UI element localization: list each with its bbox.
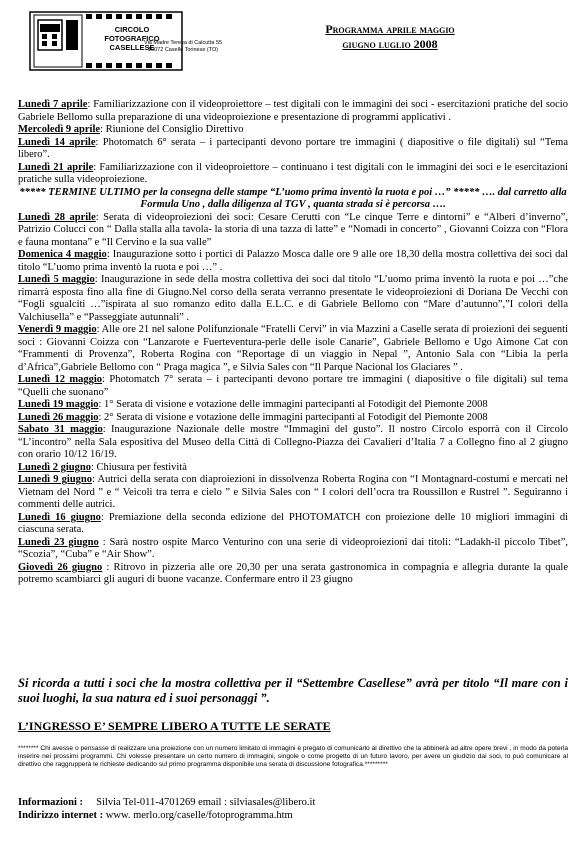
- event-description: : 1° Serata di visione e votazione delle immagini partecipanti al Fotodigit del Piemonte 2008: [98, 399, 488, 410]
- event-date: Lunedì 2 giugno: [18, 461, 91, 473]
- contact-text: Silvia Tel-011-4701269 email : silviasales@libero.it: [96, 797, 316, 808]
- title-line: Programma aprile maggio: [325, 22, 455, 36]
- event-description: ***** TERMINE ULTIMO per la consegna delle stampe “L’uomo prima inventò la ruota e poi …” ***** …. dal carretto alla Formula Uno , dalla diligenza al TGV , quanta strada si è percorsa ….: [19, 186, 567, 210]
- title-line: giugno luglio 2008: [342, 37, 438, 51]
- event-date: Venerdì 9 maggio: [18, 324, 97, 335]
- event-item: [18, 137, 568, 162]
- event-description: : Inaugurazione sotto i portici di Palazzo Mosca dalle ore 9 alle ore 18,30 della mostra collettiva dei soci dal titolo “L’uomo prima inventò la ruota e poi …” .: [18, 249, 568, 273]
- event-item: [18, 512, 568, 537]
- event-description: : 2° Serata di visione e votazione delle immagini partecipanti al Fotodigit del Piemonte 2008: [98, 411, 488, 423]
- event-date: Mercoledì 9 aprile: [18, 124, 101, 135]
- event-description: : Familiarizzazione con il videoproiettore – continuano i test digitali con le immagini dei soci e le esercitazioni pratiche sulla videoproiezione.: [18, 161, 568, 185]
- event-date: Lunedì 16 giugno: [18, 511, 101, 523]
- event-description: : Familiarizzazione con il videoproiettore – test digitali con le immagini dei soci - esercitazioni pratiche del socio Gabriele Bellomo sulla preparazione di una videoproiezione e presentazione di programmi applicativi .: [18, 99, 568, 123]
- club-logo: [28, 10, 238, 80]
- event-description: : Inaugurazione Nazionale delle mostre “Immagini del gusto”. Il nostro Circolo esporrà con il Circolo “L’incontro” nella Sala espositiva del Museo della Città di Collegno-Piazza dei Cavalieri d’Italia 7 a Collegno fino al 2 giugno con orario 10/12 16/19.: [18, 424, 568, 460]
- event-description: : Autrici della serata con diaproiezioni in dissolvenza Roberta Rogina con “I Montagnard-costumi e mercati nel Vietnam del Nord ” e “ Veicoli tra terra e cielo ” e Silvia Sales con “ I colori dell’ocra tra Roussillon e Rustrel ”. Seguiranno i commenti delle autrici.: [18, 474, 568, 510]
- event-description: : Chiusura per festività: [90, 461, 187, 473]
- event-description: : Photomatch 6° serata – i partecipanti devono portare tre immagini ( diapositive o file digitali) sul “Tema libero”.: [18, 136, 568, 160]
- event-item: [18, 274, 568, 324]
- event-item: [18, 399, 568, 412]
- event-date: Giovedì 26 giugno: [18, 561, 103, 573]
- event-description: : Photomatch 7° serata – i partecipanti devono portare tre immagini ( diapositive o file digitali) sul tema “Quelli che suonano”: [18, 374, 569, 398]
- event-item: [18, 424, 568, 462]
- event-description: : Serata di videoproiezioni dei soci: Cesare Cerutti con “Le cinque Terre e dintorni” e “Alberi d’inverno”, Patrizio Colucci con “ Dalla stalla alla tavola- la storia di una tazza di latte” e “Nomadi in concerto” , Giovanni Coizza con “Flora e fauna montana” e “Il Cervino e la sua valle”: [18, 211, 568, 248]
- page-title: [300, 22, 480, 52]
- event-item: [18, 212, 568, 250]
- event-description: : Sarà nostro ospite Marco Venturino con una serie di videoproiezioni dai titoli: “Ladakh-il piccolo Tibet”, “Scozia”, “Cuba” e “Air Show”.: [18, 536, 568, 560]
- website-label: Indirizzo internet :: [18, 810, 104, 821]
- club-address-line: Via Madre Teresa di Calcutta 55: [144, 40, 223, 46]
- event-item: [18, 162, 568, 187]
- event-description: : Premiazione della seconda edizione del PHOTOMATCH con proiezione delle 10 migliori immagini di ciascuna serata.: [18, 511, 568, 535]
- event-date: Lunedì 5 maggio: [18, 274, 95, 285]
- event-description: : Alle ore 21 nel salone Polifunzionale “Fratelli Cervi” in via Mazzini a Caselle serata di proiezioni dei seguenti soci : Giovanni Coizza con “Lanzarote e Fuerteventura-perle delle isole Canarie”, Gabriele Bellomo e Ugo Aimone Cat con “Frammenti di Provenza”, Roberta Rogina con “Reportage di un viaggio in Nepal ”, Antonio Sala con “Libia la perla d’Africa”,Gabriele Bellomo con “ Praga magica ”, e Silvia Sales con “Il Parque Nacional los Glaciares ” .: [18, 324, 568, 373]
- event-date: Lunedì 19 maggio: [18, 399, 99, 410]
- event-date: Lunedì 21 aprile: [18, 161, 94, 173]
- event-item: [18, 462, 568, 475]
- event-date: Lunedì 23 giugno: [18, 536, 99, 548]
- event-item: [18, 474, 568, 512]
- event-date: Lunedì 28 aprile: [18, 211, 96, 223]
- event-date: Lunedì 9 giugno: [18, 474, 93, 485]
- event-date: Lunedì 7 aprile: [18, 99, 88, 110]
- event-item: [18, 124, 568, 137]
- event-item: [18, 412, 568, 425]
- exhibition-notice: Si ricorda a tutti i soci che la mostra collettiva per il “Settembre Casellese” avrà per titolo “Il mare con i suoi luoghi, la sua natura ed i suoi personaggi ”.: [18, 676, 568, 705]
- event-item: [18, 187, 568, 212]
- event-date: Lunedì 14 aprile: [18, 136, 96, 148]
- event-description: : Inaugurazione in sede della mostra collettiva dei soci dal titolo “L’uomo prima inventò la ruota e poi …”che rimarrà esposta fino alla fine di Giugno.Nel corso della serata verranno presentate le videoproiezioni di Doriana De Vecchi con “Fogli sgualciti …”ispirata al suo romanzo edito dalla E.L.C. e di Gabriele Bellomo con “Mare d’autunno”,”I colori della Valchiusella” e “Passeggiate autunnali” .: [18, 274, 569, 323]
- small-print-note: ******** Chi avesse o pensasse di realizzare una proiezione con un numero limitato di immagini è pregato di comunicarlo al direttivo che la abbinerà ad altre opere brevi , in modo da poterla inserire nei prossimi programmi. Chi volesse presentare un certo numero di immagini, singole o come progetto di un futuro lavoro, per avere un giudizio dai soci, lo può comunicare al direttivo che raggrupperà le richieste dedicando sul primo programma disponibile una serata di discussione fotografica.*********: [18, 745, 568, 768]
- event-date: Sabato 31 maggio: [18, 424, 103, 435]
- event-date: Domenica 4 maggio: [18, 249, 107, 260]
- contact-info: [18, 796, 568, 822]
- event-item: [18, 249, 568, 274]
- club-address-line: 10072 Caselle Torinese (TO): [148, 47, 219, 53]
- website-link[interactable]: www. merlo.org/caselle/fotoprogramma.htm: [105, 810, 293, 821]
- club-name-line: FOTOGRAFICO: [104, 34, 160, 43]
- free-entry-banner: L’INGRESSO E’ SEMPRE LIBERO A TUTTE LE SERATE: [18, 719, 331, 733]
- event-item: [18, 374, 568, 399]
- event-item: [18, 324, 568, 374]
- event-item: [18, 99, 568, 124]
- event-description: : Riunione del Consiglio Direttivo: [100, 124, 244, 135]
- event-list: [18, 99, 568, 587]
- club-name-line: CIRCOLO: [114, 25, 150, 34]
- info-label: Informazioni :: [18, 797, 84, 808]
- event-item: [18, 537, 568, 562]
- event-item: [18, 562, 568, 587]
- event-date: Lunedì 12 maggio: [18, 374, 103, 385]
- club-name-line: CASELLESE: [109, 43, 155, 52]
- event-date: Lunedì 26 maggio: [18, 411, 99, 423]
- event-description: : Ritrovo in pizzeria alle ore 20,30 per una serata gastronomica in compagnia e allegria durante la quale potremo scambiarci gli auguri di buone vacanze. Confermare entro il 23 giugno: [18, 561, 568, 585]
